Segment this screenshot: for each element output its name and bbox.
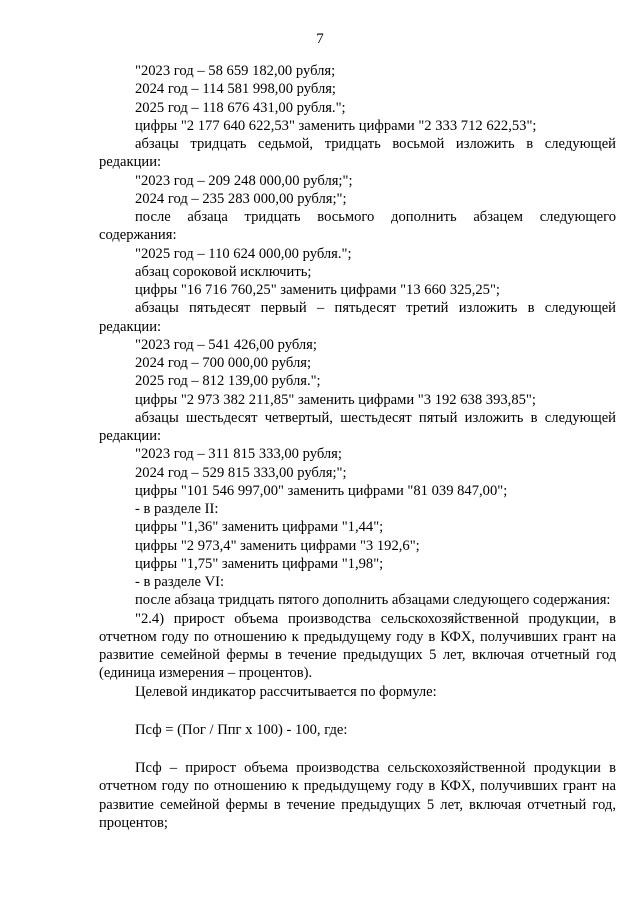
paragraph: абзацы тридцать седьмой, тридцать восьмой изложить в следующей редакции: <box>99 136 616 171</box>
paragraph: цифры "2 973,4" заменить цифрами "3 192,6"; <box>135 537 420 554</box>
paragraph: 2024 год – 700 000,00 рубля; <box>135 355 311 371</box>
formula: Псф = (Пог / Ппг x 100) - 100, где: <box>135 721 348 738</box>
paragraph: 2024 год – 114 581 998,00 рубля; <box>135 81 336 98</box>
paragraph: Целевой индикатор рассчитывается по формуле: <box>135 683 437 700</box>
paragraph: - в разделе II: <box>135 501 219 517</box>
paragraph: 2024 год – 529 815 333,00 рубля;"; <box>135 464 347 481</box>
paragraph: Псф – прирост объема производства сельскохозяйственной продукции в отчетном году по отношению к предыдущему году в КФХ, получивших грант на развитие семейной фермы в течение предыдущих 5 лет, включая отчетный год, процентов; <box>99 760 616 831</box>
page-number: 7 <box>316 31 324 47</box>
paragraph: 2024 год – 235 283 000,00 рубля;"; <box>135 190 347 207</box>
paragraph: - в разделе VI: <box>135 574 225 590</box>
spacer <box>99 701 616 721</box>
spacer <box>99 739 616 759</box>
paragraph: "2023 год – 209 248 000,00 рубля;"; <box>135 172 353 189</box>
paragraph: абзацы пятьдесят первый – пятьдесят третий изложить в следующей редакции: <box>99 300 616 335</box>
paragraph: "2023 год – 311 815 333,00 рубля; <box>135 446 342 463</box>
paragraph: цифры "2 177 640 622,53" заменить цифрами "2 333 712 622,53"; <box>135 117 537 134</box>
paragraph: после абзаца тридцать восьмого дополнить абзацем следующего содержания: <box>99 209 616 244</box>
paragraph: абзацы шестьдесят четвертый, шестьдесят пятый изложить в следующей редакции: <box>99 409 616 444</box>
paragraph: "2.4) прирост объема производства сельскохозяйственной продукции, в отчетном году по отношению к предыдущему году в КФХ, получивших грант на развитие семейной фермы в течение предыдущих 5 лет, включая отчетный год (единица измерения – процентов). <box>99 610 616 682</box>
paragraph: абзац сороковой исключить; <box>135 263 312 280</box>
paragraph: "2023 год – 541 426,00 рубля; <box>135 336 317 353</box>
paragraph: цифры "2 973 382 211,85" заменить цифрами "3 192 638 393,85"; <box>135 391 536 408</box>
document-body <box>99 62 616 832</box>
paragraph: "2025 год – 110 624 000,00 рубля."; <box>135 245 352 262</box>
paragraph: цифры "1,36" заменить цифрами "1,44"; <box>135 519 384 536</box>
paragraph: цифры "1,75" заменить цифрами "1,98"; <box>135 555 384 572</box>
paragraph: цифры "101 546 997,00" заменить цифрами "81 039 847,00"; <box>135 482 508 499</box>
paragraph: 2025 год – 812 139,00 рубля."; <box>135 373 321 390</box>
paragraph: цифры "16 716 760,25" заменить цифрами "13 660 325,25"; <box>135 282 500 298</box>
paragraph: "2023 год – 58 659 182,00 рубля; <box>135 63 336 79</box>
paragraph: после абзаца тридцать пятого дополнить абзацами следующего содержания: <box>135 592 611 609</box>
paragraph: 2025 год – 118 676 431,00 рубля."; <box>135 99 346 116</box>
